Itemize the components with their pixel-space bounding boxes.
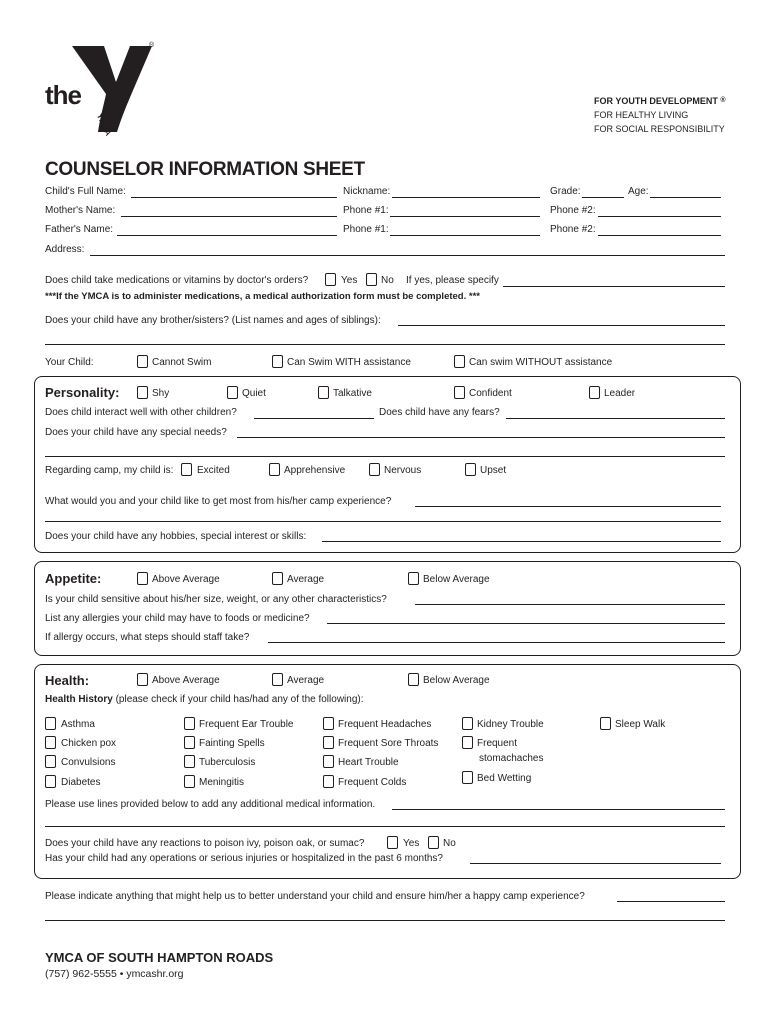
shy-label: Shy xyxy=(152,388,170,399)
chicken-pox-label: Chicken pox xyxy=(61,738,117,749)
operations-question: Has your child had any operations or serious injuries or hospitalized in the past 6 months? xyxy=(45,853,443,864)
nickname-label: Nickname: xyxy=(343,186,391,197)
swim-without-assistance-label: Can swim WITHOUT assistance xyxy=(469,357,613,368)
poison-question: Does your child have any reactions to poison ivy, poison oak, or sumac? xyxy=(45,838,365,849)
health-below-average-label: Below Average xyxy=(423,675,490,686)
allergy-steps-question: If allergy occurs, what steps should staff take? xyxy=(45,632,250,643)
appetite-above-average-label: Above Average xyxy=(152,574,220,585)
diabetes-checkbox[interactable] xyxy=(45,775,56,788)
father-phone2-label: Phone #2: xyxy=(550,224,596,235)
address-field[interactable] xyxy=(90,255,725,256)
sleep-walk-checkbox[interactable] xyxy=(600,717,611,730)
appetite-below-average-label: Below Average xyxy=(423,574,490,585)
cannot-swim-label: Cannot Swim xyxy=(152,357,212,368)
final-question: Please indicate anything that might help us to better understand your child and ensure him/her a happy camp experience? xyxy=(45,891,585,902)
health-average-checkbox[interactable] xyxy=(272,673,283,686)
medications-yes-checkbox[interactable] xyxy=(325,273,336,286)
sleep-walk-label: Sleep Walk xyxy=(615,719,666,730)
logo-ymca-text: YMCA xyxy=(94,112,113,138)
siblings-field[interactable] xyxy=(398,325,725,326)
stomachaches-checkbox[interactable] xyxy=(462,736,473,749)
poison-yes-checkbox[interactable] xyxy=(387,836,398,849)
allergy-steps-field[interactable] xyxy=(268,642,725,643)
stomachaches-label-line2: stomachaches xyxy=(479,753,544,764)
logo-registered-mark: ® xyxy=(149,42,155,49)
address-label: Address: xyxy=(45,244,85,255)
confident-label: Confident xyxy=(469,388,512,399)
special-needs-field-line2[interactable] xyxy=(45,456,725,457)
hobbies-field[interactable] xyxy=(322,541,721,542)
special-needs-field[interactable] xyxy=(237,437,725,438)
allergies-field[interactable] xyxy=(327,623,725,624)
grade-field[interactable] xyxy=(582,197,624,198)
hobbies-question: Does your child have any hobbies, special interest or skills: xyxy=(45,531,307,542)
fears-field[interactable] xyxy=(506,418,725,419)
medications-no-checkbox[interactable] xyxy=(366,273,377,286)
kidney-trouble-checkbox[interactable] xyxy=(462,717,473,730)
heart-trouble-checkbox[interactable] xyxy=(323,755,334,768)
father-name-field[interactable] xyxy=(117,235,337,236)
leader-label: Leader xyxy=(604,388,636,399)
appetite-title: Appetite: xyxy=(45,571,102,586)
special-needs-question: Does your child have any special needs? xyxy=(45,427,227,438)
mother-phone2-field[interactable] xyxy=(598,216,721,217)
personality-title: Personality: xyxy=(45,385,120,400)
upset-label: Upset xyxy=(480,465,507,476)
nickname-field[interactable] xyxy=(392,197,540,198)
mother-name-label: Mother's Name: xyxy=(45,205,116,216)
additional-medical-field[interactable] xyxy=(392,809,725,810)
poison-yes-label: Yes xyxy=(403,838,420,849)
tuberculosis-checkbox[interactable] xyxy=(184,755,195,768)
footer-contact: (757) 962-5555 • ymcashr.org xyxy=(45,968,184,980)
tagline-healthy: FOR HEALTHY LIVING xyxy=(594,110,689,120)
tagline-registered-mark: ® xyxy=(720,97,726,104)
health-history-heading xyxy=(45,694,364,705)
asthma-checkbox[interactable] xyxy=(45,717,56,730)
talkative-checkbox[interactable] xyxy=(318,386,329,399)
bed-wetting-label: Bed Wetting xyxy=(477,773,532,784)
fainting-spells-label: Fainting Spells xyxy=(199,738,265,749)
appetite-above-average-checkbox[interactable] xyxy=(137,572,148,585)
child-name-field[interactable] xyxy=(131,197,337,198)
fears-question: Does child have any fears? xyxy=(379,407,500,418)
nervous-checkbox[interactable] xyxy=(369,463,380,476)
tagline-social: FOR SOCIAL RESPONSIBILITY xyxy=(594,124,725,134)
mother-phone2-label: Phone #2: xyxy=(550,205,596,216)
taglines xyxy=(594,94,726,136)
page-title: COUNSELOR INFORMATION SHEET xyxy=(45,159,365,180)
apprehensive-label: Apprehensive xyxy=(284,465,346,476)
age-label: Age: xyxy=(628,186,649,197)
convulsions-checkbox[interactable] xyxy=(45,755,56,768)
siblings-question: Does your child have any brother/sisters? (List names and ages of siblings): xyxy=(45,315,381,326)
camp-goals-question: What would you and your child like to get most from his/her camp experience? xyxy=(45,496,392,507)
medications-no-label: No xyxy=(381,275,394,286)
final-question-field-line2[interactable] xyxy=(45,920,725,921)
medications-question: Does child take medications or vitamins by doctor's orders? xyxy=(45,275,309,286)
interact-field[interactable] xyxy=(254,418,374,419)
poison-no-checkbox[interactable] xyxy=(428,836,439,849)
medications-yes-label: Yes xyxy=(341,275,358,286)
interact-question: Does child interact well with other children? xyxy=(45,407,237,418)
appetite-average-label: Average xyxy=(287,574,325,585)
headaches-label: Frequent Headaches xyxy=(338,719,432,730)
nervous-label: Nervous xyxy=(384,465,422,476)
operations-field[interactable] xyxy=(470,863,721,864)
grade-label: Grade: xyxy=(550,186,581,197)
ear-trouble-label: Frequent Ear Trouble xyxy=(199,719,294,730)
mother-phone1-field[interactable] xyxy=(390,216,540,217)
apprehensive-checkbox[interactable] xyxy=(269,463,280,476)
stomachaches-label-line1: Frequent xyxy=(477,738,518,749)
health-history-bold: Health History xyxy=(45,694,113,705)
sore-throats-checkbox[interactable] xyxy=(323,736,334,749)
age-field[interactable] xyxy=(650,197,721,198)
frequent-colds-label: Frequent Colds xyxy=(338,777,407,788)
child-name-label: Child's Full Name: xyxy=(45,186,126,197)
health-below-average-checkbox[interactable] xyxy=(408,673,419,686)
father-phone1-field[interactable] xyxy=(390,235,540,236)
excited-label: Excited xyxy=(197,465,230,476)
final-question-field[interactable] xyxy=(617,901,725,902)
medications-note: ***If the YMCA is to administer medications, a medical authorization form must be completed. *** xyxy=(45,291,480,302)
meningitis-label: Meningitis xyxy=(199,777,245,788)
father-phone2-field[interactable] xyxy=(598,235,721,236)
poison-no-label: No xyxy=(443,838,456,849)
siblings-field-line2[interactable] xyxy=(45,344,725,345)
swim-label: Your Child: xyxy=(45,357,94,368)
frequent-colds-checkbox[interactable] xyxy=(323,775,334,788)
medications-specify-field[interactable] xyxy=(503,286,725,287)
footer-org-name: YMCA OF SOUTH HAMPTON ROADS xyxy=(45,950,274,965)
swim-without-assistance-checkbox[interactable] xyxy=(454,355,465,368)
talkative-label: Talkative xyxy=(333,388,372,399)
mother-phone1-label: Phone #1: xyxy=(343,205,389,216)
excited-checkbox[interactable] xyxy=(181,463,192,476)
additional-medical-label: Please use lines provided below to add any additional medical information. xyxy=(45,799,376,810)
father-phone1-label: Phone #1: xyxy=(343,224,389,235)
swim-with-assistance-checkbox[interactable] xyxy=(272,355,283,368)
health-above-average-checkbox[interactable] xyxy=(137,673,148,686)
fainting-spells-checkbox[interactable] xyxy=(184,736,195,749)
asthma-label: Asthma xyxy=(61,719,95,730)
additional-medical-field-line2[interactable] xyxy=(45,826,725,827)
appetite-below-average-checkbox[interactable] xyxy=(408,572,419,585)
heart-trouble-label: Heart Trouble xyxy=(338,757,399,768)
cannot-swim-checkbox[interactable] xyxy=(137,355,148,368)
upset-checkbox[interactable] xyxy=(465,463,476,476)
tagline-youth: FOR YOUTH DEVELOPMENT xyxy=(594,96,718,106)
tuberculosis-label: Tuberculosis xyxy=(199,757,256,768)
health-above-average-label: Above Average xyxy=(152,675,220,686)
confident-checkbox[interactable] xyxy=(454,386,465,399)
convulsions-label: Convulsions xyxy=(61,757,116,768)
shy-checkbox[interactable] xyxy=(137,386,148,399)
mother-name-field[interactable] xyxy=(121,216,337,217)
appetite-average-checkbox[interactable] xyxy=(272,572,283,585)
ymca-y-mark xyxy=(70,42,160,134)
father-name-label: Father's Name: xyxy=(45,224,114,235)
quiet-checkbox[interactable] xyxy=(227,386,238,399)
chicken-pox-checkbox[interactable] xyxy=(45,736,56,749)
camp-goals-field-line2[interactable] xyxy=(45,521,721,522)
kidney-trouble-label: Kidney Trouble xyxy=(477,719,544,730)
health-history-instructions: (please check if your child has/had any of the following): xyxy=(112,694,364,705)
bed-wetting-checkbox[interactable] xyxy=(462,771,473,784)
diabetes-label: Diabetes xyxy=(61,777,101,788)
health-title: Health: xyxy=(45,673,90,688)
quiet-label: Quiet xyxy=(242,388,266,399)
meningitis-checkbox[interactable] xyxy=(184,775,195,788)
headaches-checkbox[interactable] xyxy=(323,717,334,730)
sore-throats-label: Frequent Sore Throats xyxy=(338,738,439,749)
health-average-label: Average xyxy=(287,675,325,686)
leader-checkbox[interactable] xyxy=(589,386,600,399)
swim-with-assistance-label: Can Swim WITH assistance xyxy=(287,357,411,368)
medications-specify-label: If yes, please specify xyxy=(406,275,499,286)
logo-the-text: the xyxy=(45,80,81,110)
ear-trouble-checkbox[interactable] xyxy=(184,717,195,730)
allergies-question: List any allergies your child may have to foods or medicine? xyxy=(45,613,310,624)
camp-goals-field[interactable] xyxy=(415,506,721,507)
sensitive-question: Is your child sensitive about his/her size, weight, or any other characteristics? xyxy=(45,594,387,605)
sensitive-field[interactable] xyxy=(415,604,725,605)
camp-feeling-label: Regarding camp, my child is: xyxy=(45,465,174,476)
